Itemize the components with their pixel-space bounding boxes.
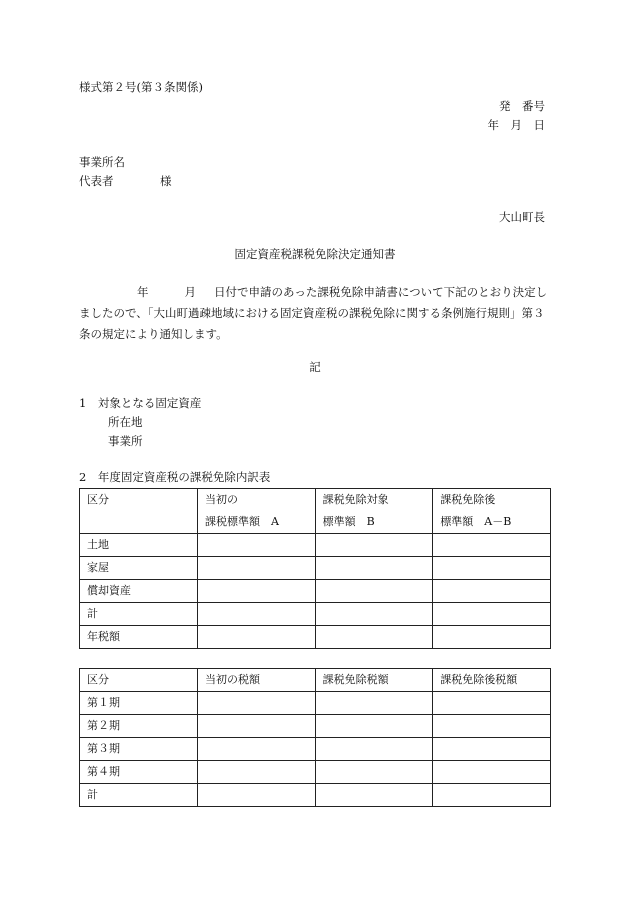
issue-date: 年 月 日 — [487, 118, 545, 132]
table-row: 土地 — [80, 534, 551, 557]
table-header-row: 区分 当初の税額 課税免除税額 課税免除後税額 — [80, 669, 551, 692]
body-year: 年 — [137, 285, 149, 299]
form-number: 様式第２号(第３条関係) — [79, 80, 203, 94]
tax-amount-table — [79, 668, 551, 807]
table-header-row — [80, 489, 551, 534]
body-month: 月 — [184, 285, 196, 299]
ki-mark: 記 — [309, 360, 321, 374]
table-row: 年税額 — [80, 626, 551, 649]
table-row: 第３期 — [80, 738, 551, 761]
table-row: 第２期 — [80, 715, 551, 738]
section1-heading: 1 対象となる固定資産 — [79, 396, 202, 410]
section2-heading: 2 年度固定資産税の課税免除内訳表 — [79, 470, 271, 484]
table-row: 第４期 — [80, 761, 551, 784]
table-header-cell: 当初の 課税標準額 A — [198, 489, 316, 534]
honorific: 様 — [160, 174, 172, 188]
representative-label: 代表者 — [79, 174, 114, 188]
document-title: 固定資産税課税免除決定通知書 — [234, 247, 396, 261]
table-header-cell: 課税免除対象 標準額 B — [315, 489, 433, 534]
body-paragraph — [79, 282, 551, 345]
office-name-label: 事業所名 — [79, 155, 125, 169]
table-header-cell: 課税免除後 標準額 A－B — [433, 489, 551, 534]
section1-item-office: 事業所 — [108, 434, 143, 448]
table-header-cell: 区分 — [80, 489, 198, 534]
tax-base-table — [79, 488, 551, 649]
table-row: 第１期 — [80, 692, 551, 715]
body-text: 日付で申請のあった課税免除申請書について下記のとおり決定しましたので、「大山町過疎地域における固定資産税の課税免除に関する条例施行規則」第３条の規定により通知します。 — [79, 285, 548, 341]
table-row: 計 — [80, 603, 551, 626]
issue-number: 発 番号 — [499, 99, 545, 113]
sender: 大山町長 — [499, 210, 545, 224]
table-row: 家屋 — [80, 557, 551, 580]
section1-item-location: 所在地 — [108, 415, 143, 429]
table-row: 償却資産 — [80, 580, 551, 603]
table-row: 計 — [80, 784, 551, 807]
